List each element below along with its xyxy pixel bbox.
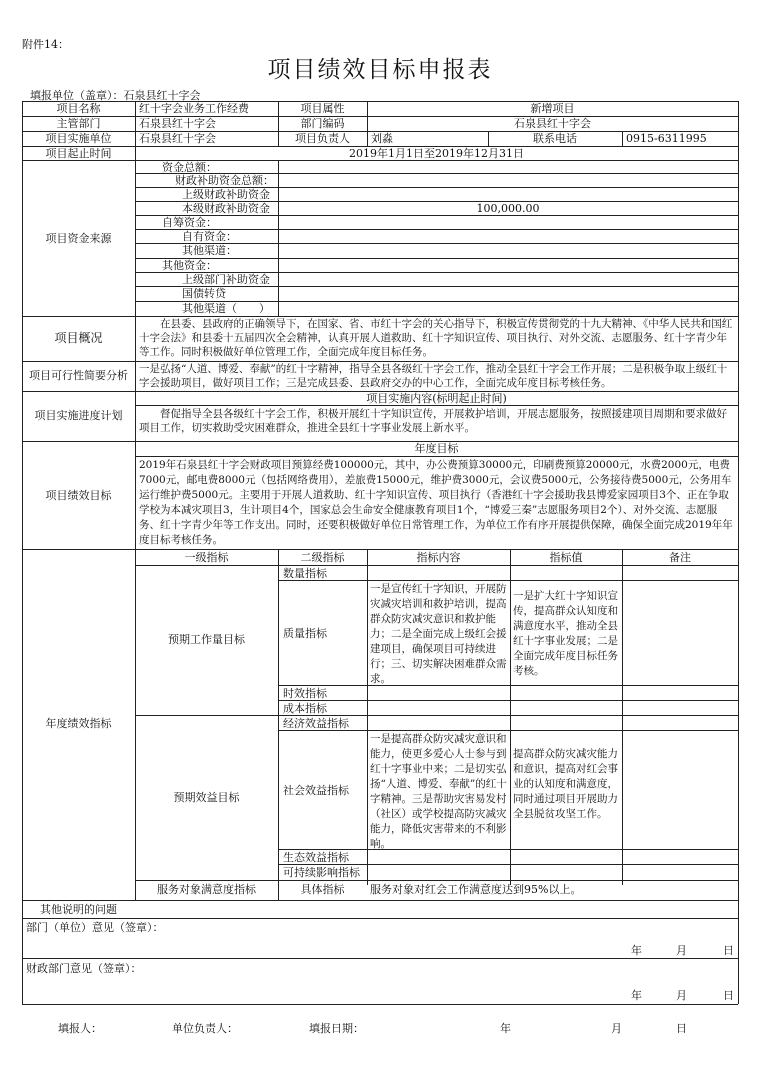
finance-opinion-day: 日 xyxy=(723,989,734,1002)
footer-year: 年 xyxy=(500,1022,511,1035)
footer-filler: 填报人： xyxy=(58,1022,102,1035)
overview-label: 项目概况 xyxy=(54,331,103,345)
footer-unit-leader: 单位负责人： xyxy=(172,1022,238,1035)
dept-code-label: 部门编码 xyxy=(300,117,345,130)
period-value: 2019年1月1日至2019年12月31日 xyxy=(349,147,524,160)
row-line xyxy=(22,958,738,959)
annual-goal-header: 年度目标 xyxy=(414,442,459,455)
dept-opinion-month: 月 xyxy=(676,944,687,957)
row-line xyxy=(135,715,738,716)
finance-opinion-month: 月 xyxy=(676,989,687,1002)
col-line xyxy=(367,549,368,885)
dept-code-value: 石泉县红十字会 xyxy=(514,117,591,130)
row-line xyxy=(278,580,738,581)
benefit-social-content: 一是提高群众防灾减灾意识和能力，使更多爱心人士参与到红十字事业中来；二是切实弘扬“人道、博爱、奉献”的红十字精神。三是帮助灾害易发村（社区）或学校提高防灾减灾能力，降低灾害带来的不利影响。 xyxy=(370,733,507,850)
period-label: 项目起止时间 xyxy=(45,147,112,160)
row-line xyxy=(278,730,738,731)
project-attr-value: 新增项目 xyxy=(530,102,575,115)
footer-month: 月 xyxy=(611,1022,622,1035)
progress-header: 项目实施内容(标明起止时间) xyxy=(366,392,507,405)
row-line xyxy=(135,565,738,566)
col-line xyxy=(278,549,279,900)
project-name-label: 项目名称 xyxy=(56,102,101,115)
funds-other: 其他资金： xyxy=(162,259,217,272)
phone-value: 0915-6311995 xyxy=(626,132,707,145)
benefit-level1: 预期效益目标 xyxy=(173,791,240,804)
funds-upper-fiscal: 上级财政补助资金 xyxy=(182,188,270,201)
workload-quality-value: 一是扩大红十字知识宣传，提高群众认知度和满意度水平，推动全县红十字事业发展；二是全面完成年度目标任务考核。 xyxy=(513,590,618,677)
satisfaction-level1: 服务对象满意度指标 xyxy=(157,883,256,896)
supervisor-value: 石泉县红十字会 xyxy=(139,117,216,130)
leader-label: 项目负责人 xyxy=(295,132,350,145)
workload-quantity: 数量指标 xyxy=(283,567,327,580)
row-line xyxy=(22,160,738,161)
header-remark: 备注 xyxy=(669,551,691,564)
funds-other-channel2: 其他渠道（ ） xyxy=(182,302,270,315)
dept-opinion-day: 日 xyxy=(723,944,734,957)
page-title: 项目绩效目标申报表 xyxy=(267,57,493,83)
header-value: 指标值 xyxy=(549,551,583,564)
header-level2: 二级指标 xyxy=(300,551,345,564)
footer-fill-date: 填报日期： xyxy=(309,1022,364,1035)
fill-unit: 填报单位（盖章）：石泉县红十字会 xyxy=(30,89,201,102)
row-line xyxy=(278,685,738,686)
row-line xyxy=(278,864,738,865)
overview-text: 在县委、县政府的正确领导下，在国家、省、市红十字会的关心指导下，积极宣传贯彻党的十九大精神、《中华人民共和国红十字会法》和县委十五届四次全会精神，认真开展人道救助、红十字知识宣传、项目执行、对外交流、志愿服务、红十字青少年等工作。同时积极做好单位管理工作，全面完成年度目标任务。 xyxy=(139,318,733,358)
finance-opinion-year: 年 xyxy=(631,989,642,1002)
progress-plan-label: 项目实施进度计划 xyxy=(34,409,123,422)
funds-self-raised: 自筹资金： xyxy=(162,216,217,229)
row-line xyxy=(22,549,738,550)
funds-fiscal-total: 财政补助资金总额： xyxy=(175,174,274,187)
annual-indicators-label: 年度绩效指标 xyxy=(45,717,112,730)
supervisor-label: 主管部门 xyxy=(56,117,101,130)
benefit-social-value: 提高群众防灾减灾能力和意识，提高对红会事业的认知度和满意度，同时通过项目开展助力全县脱贫攻坚工作。 xyxy=(513,748,618,820)
feasibility-label: 项目可行性简要分析 xyxy=(29,369,128,382)
funds-source-label: 项目资金来源 xyxy=(45,232,112,245)
col-line xyxy=(510,549,511,885)
project-attr-label: 项目属性 xyxy=(300,102,345,115)
row-line xyxy=(135,215,738,216)
row-line xyxy=(135,880,738,881)
funds-upper-dept: 上级部门补助资金 xyxy=(182,273,270,286)
impl-unit-label: 项目实施单位 xyxy=(45,132,112,145)
funds-other-channel: 其他渠道： xyxy=(182,244,237,257)
dept-opinion-label: 部门（单位）意见（签章）： xyxy=(26,921,164,934)
project-name-value: 红十字会业务工作经费 xyxy=(139,102,249,115)
row-line xyxy=(22,918,738,919)
col-line xyxy=(278,160,279,316)
row-line xyxy=(135,258,738,259)
funds-treasury: 国债转贷 xyxy=(182,287,226,300)
funds-total: 资金总额： xyxy=(162,161,217,174)
progress-text: 督促指导全县各级红十字会工作，积极开展红十字知识宣传，开展救护培训，开展志愿服务，按照援建项目周期和要求做好项目工作，切实救助受灾困难群众，推进全县红十字事业发展上新水平。 xyxy=(139,408,727,434)
row-line xyxy=(278,700,738,701)
benefit-social: 社会效益指标 xyxy=(283,784,349,797)
funds-own: 自有资金： xyxy=(182,230,237,243)
col-line xyxy=(135,101,136,316)
impl-unit-value: 石泉县红十字会 xyxy=(139,132,216,145)
other-issues-label: 其他说明的问题 xyxy=(40,903,117,916)
benefit-economic: 经济效益指标 xyxy=(283,717,349,730)
col-line xyxy=(622,549,623,885)
header-content: 指标内容 xyxy=(416,551,461,564)
benefit-ecological: 生态效益指标 xyxy=(283,851,349,864)
table-border-bottom xyxy=(22,1004,738,1005)
workload-quality: 质量指标 xyxy=(283,627,327,640)
footer-day: 日 xyxy=(676,1022,687,1035)
satisfaction-level2: 具体指标 xyxy=(300,883,345,896)
table-border-right xyxy=(738,101,739,1004)
dept-opinion-year: 年 xyxy=(631,944,642,957)
header-level1: 一级指标 xyxy=(184,551,229,564)
satisfaction-content: 服务对象对红会工作满意度达到95%以上。 xyxy=(370,883,582,896)
funds-local-fiscal: 本级财政补助资金 xyxy=(182,202,270,215)
row-line xyxy=(135,456,738,457)
benefit-sustainable: 可持续影响指标 xyxy=(283,866,360,879)
perf-goal-label: 项目绩效目标 xyxy=(45,489,112,502)
funds-local-fiscal-value: 100,000.00 xyxy=(476,202,540,215)
leader-value: 刘淼 xyxy=(371,132,393,145)
row-line xyxy=(22,900,738,901)
workload-cost: 成本指标 xyxy=(283,702,327,715)
phone-label: 联系电话 xyxy=(533,132,577,145)
attachment-label: 附件14： xyxy=(22,38,69,51)
workload-quality-content: 一是宣传红十字知识，开展防灾减灾培训和救护培训，提高群众防灾减灾意识和救护能力；二是全面完成上级红会援建项目，确保项目可持续进行；三、切实解决困难群众需求。 xyxy=(370,583,507,685)
col-line xyxy=(622,131,623,146)
annual-goal-text: 2019年石泉县红十字会财政项目预算经费100000元，其中，办公费预算30000元，印刷费预算20000元，水费2000元，电费7000元，邮电费8000元（包括网络费用），差旅费15000元，维护费3000元，会议费5000元，公务接待费5000元，公务用车运行维护费5000元。主要用于开展人道救助、红十字知识宣传、项目执行（香港红十字会援助我县博爱家园项目3个、正在争取学校为本减灾项目3，生计项目4个，国家总会生命安全健康教育项目1个，“博爱三秦”志愿服务项目2个）、对外交流、志愿服务、红十字青少年等工作支出。同时，还要积极做好单位日常管理工作，为单位工作有序开展提供保障，确保全面完成2019年年度目标考核任务。 xyxy=(139,459,733,546)
row-line xyxy=(135,405,738,406)
row-line xyxy=(278,849,738,850)
workload-timeliness: 时效指标 xyxy=(283,687,327,700)
finance-opinion-label: 财政部门意见（签章）： xyxy=(26,962,142,975)
workload-level1: 预期工作量目标 xyxy=(168,633,245,646)
feasibility-text: 一是弘扬“人道、博爱、奉献”的红十字精神，指导全县各级红十字会工作，推动全县红十字会工作开展；二是积极争取上级红十字会援助项目，做好项目工作；三是完成县委、县政府交办的中心工作，全面完成年度目标考核任务。 xyxy=(139,363,728,389)
